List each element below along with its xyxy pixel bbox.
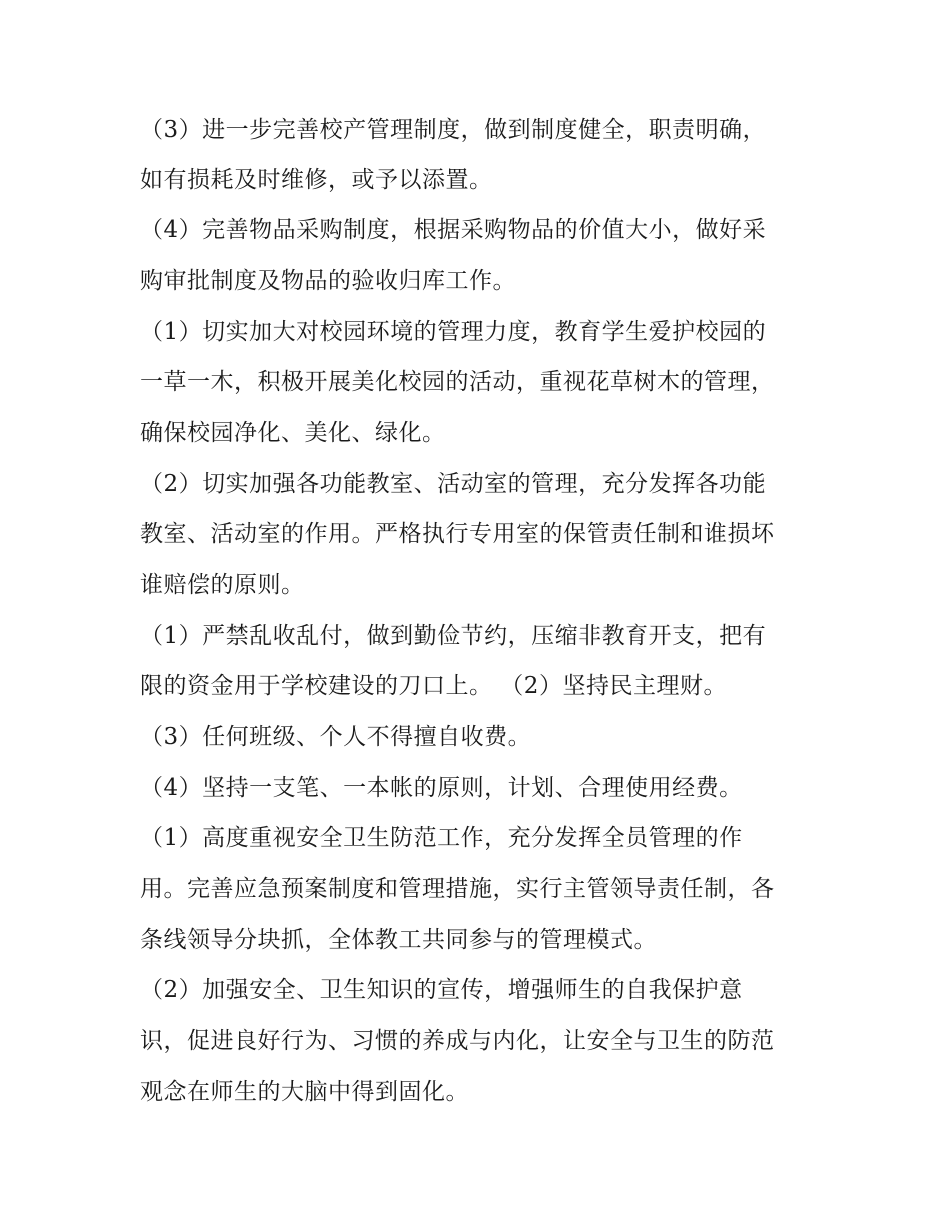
text-line: 观念在师生的大脑中得到固化。 bbox=[140, 1079, 469, 1105]
text-line: 用。完善应急预案制度和管理措施，实行主管领导责任制，各 bbox=[140, 876, 775, 902]
text-line: 确保校园净化、美化、绿化。 bbox=[140, 420, 446, 446]
text-line: （3）任何班级、个人不得擅自收费。 bbox=[140, 724, 532, 750]
text-line: 条线领导分块抓，全体教工共同参与的管理模式。 bbox=[140, 927, 657, 953]
text-line: 如有损耗及时维修，或予以添置。 bbox=[140, 167, 493, 193]
text-line: （1）切实加大对校园环境的管理力度，教育学生爱护校园的 bbox=[140, 319, 767, 345]
text-line: 购审批制度及物品的验收归库工作。 bbox=[140, 268, 516, 294]
text-line: 一草一木，积极开展美化校园的活动，重视花草树木的管理， bbox=[140, 369, 775, 395]
text-line: 教室、活动室的作用。严格执行专用室的保管责任制和谁损坏 bbox=[140, 521, 775, 547]
text-line: （1）严禁乱收乱付，做到勤俭节约，压缩非教育开支，把有 bbox=[140, 623, 767, 649]
text-line: 识，促进良好行为、习惯的养成与内化，让安全与卫生的防范 bbox=[140, 1028, 775, 1054]
text-line: （3）进一步完善校产管理制度，做到制度健全，职责明确， bbox=[140, 117, 767, 143]
text-line: （2）加强安全、卫生知识的宣传，增强师生的自我保护意 bbox=[140, 977, 743, 1003]
text-line: （4）完善物品采购制度，根据采购物品的价值大小，做好采 bbox=[140, 217, 767, 243]
text-line: （2）切实加强各功能教室、活动室的管理，充分发挥各功能 bbox=[140, 471, 767, 497]
text-line: 限的资金用于学校建设的刀口上。 （2）坚持民主理财。 bbox=[140, 673, 727, 699]
text-line: （1）高度重视安全卫生防范工作，充分发挥全员管理的作 bbox=[140, 825, 743, 851]
text-line: （4）坚持一支笔、一本帐的原则，计划、合理使用经费。 bbox=[140, 775, 743, 801]
text-line: 谁赔偿的原则。 bbox=[140, 572, 305, 598]
